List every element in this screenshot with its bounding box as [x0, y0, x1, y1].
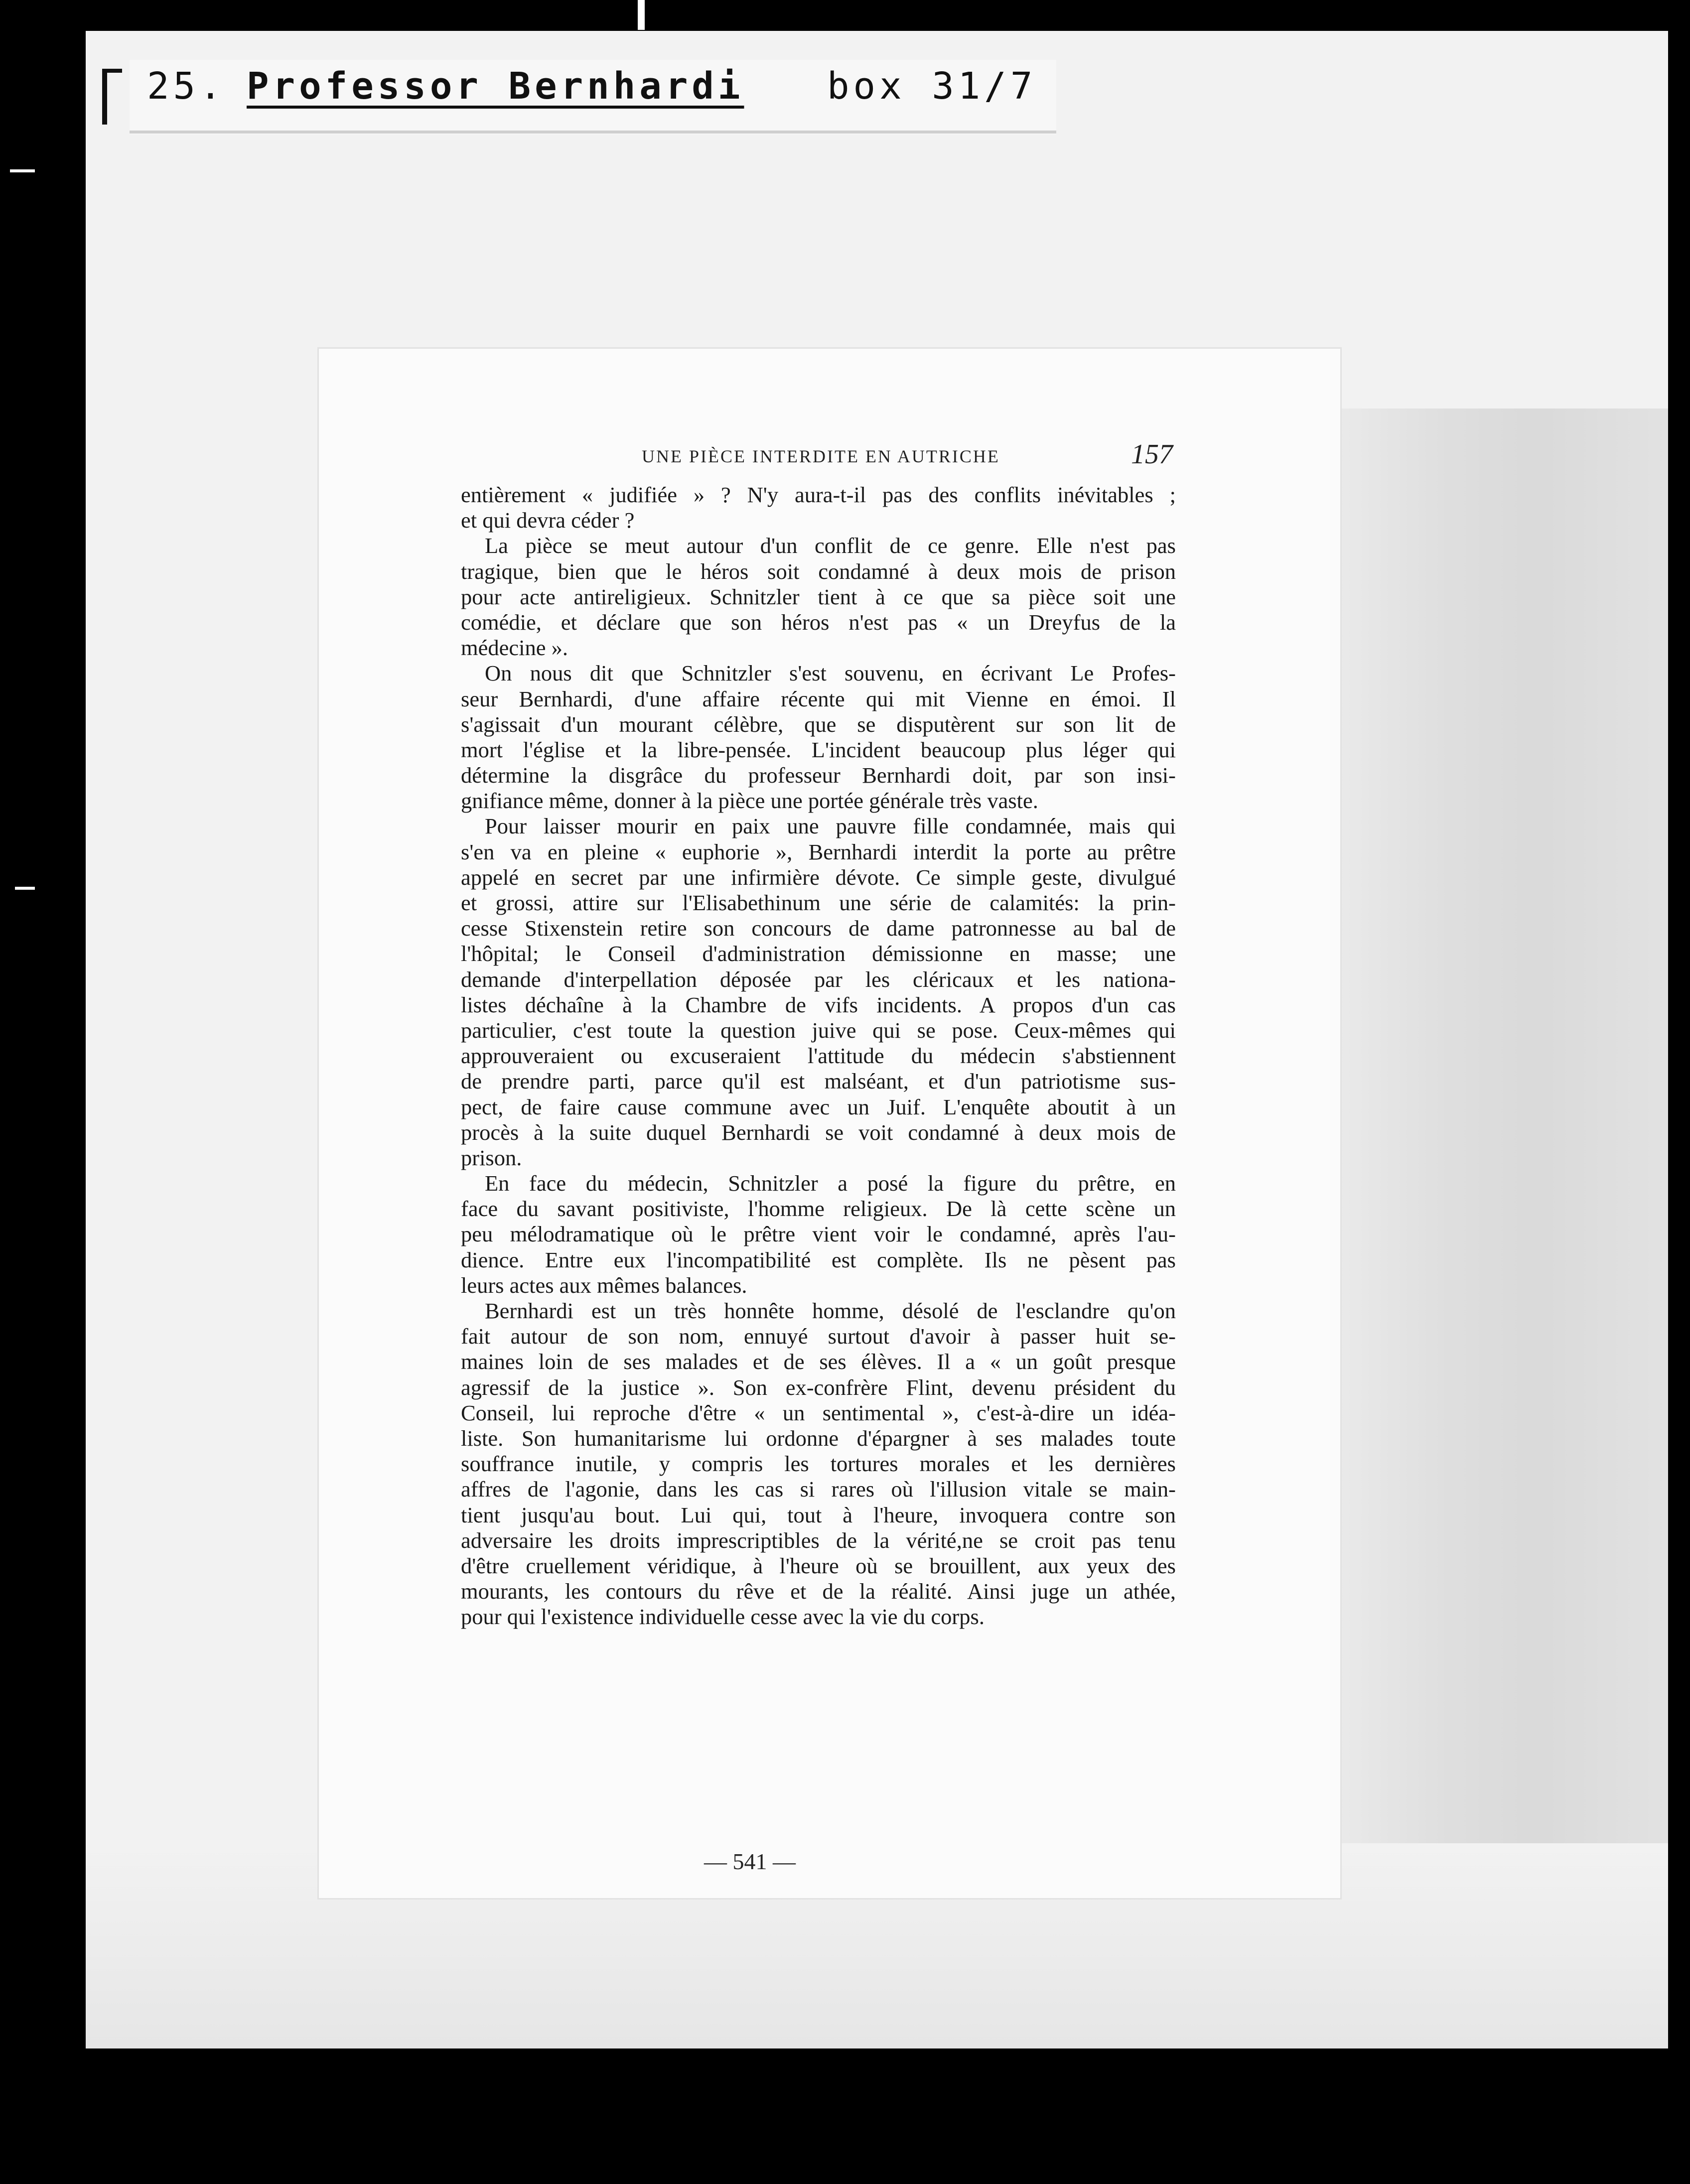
text-line: procès à la suite duquel Bernhardi se voit condamné à deux mois de [461, 1119, 1176, 1145]
folder-label-rule [130, 131, 1056, 134]
text-line: cesse Stixenstein retire son concours de dame patronnesse au bal de [461, 916, 1176, 941]
folder-title: Professor Bernhardi [247, 65, 744, 108]
text-line: agressif de la justice ». Son ex-confrère Flint, devenu président du [461, 1374, 1176, 1400]
running-head: UNE PIÈCE INTERDITE EN AUTRICHE [642, 446, 1000, 466]
text-line: mourants, les contours du rêve et de la réalité. Ainsi juge un athée, [461, 1579, 1176, 1604]
scan-border-right [1668, 0, 1690, 2184]
scan-artifact [638, 0, 645, 30]
scan-artifact [15, 887, 35, 890]
text-line: maines loin de ses malades et de ses élèves. Il a « un goût presque [461, 1349, 1176, 1374]
text-line: affres de l'agonie, dans les cas si rares où l'illusion vitale se main- [461, 1477, 1176, 1502]
text-line: face du savant positiviste, l'homme religieux. De là cette scène un [461, 1196, 1176, 1222]
text-line: l'hôpital; le Conseil d'administration démissionne en masse; une [461, 941, 1176, 966]
text-line: Bernhardi est un très honnête homme, désolé de l'esclandre qu'on [485, 1298, 1176, 1323]
text-line: En face du médecin, Schnitzler a posé la figure du prêtre, en [485, 1171, 1176, 1196]
text-line: d'être cruellement véridique, à l'heure où se brouillent, aux yeux des [461, 1553, 1176, 1578]
text-line: s'agissait d'un mourant célèbre, que se disputèrent sur son lit de [461, 711, 1176, 737]
text-line: tragique, bien que le héros soit condamné à deux mois de prison [461, 558, 1176, 584]
text-line: particulier, c'est toute la question juive qui se pose. Ceux-mêmes qui [461, 1017, 1176, 1043]
bracket-mark-top [102, 69, 122, 73]
text-line: approuveraient ou excuseraient l'attitude du médecin s'abstiennent [461, 1043, 1176, 1069]
scan-border-left [0, 0, 86, 2184]
text-line: souffrance inutile, y compris les tortures morales et les dernières [461, 1451, 1176, 1477]
text-line: demande d'interpellation déposée par les cléricaux et les nationa- [461, 966, 1176, 992]
folder-box: box 31/7 [827, 65, 1037, 108]
text-line: tient jusqu'au bout. Lui qui, tout à l'heure, invoquera contre son [461, 1502, 1176, 1527]
text-line: Pour laisser mourir en paix une pauvre fille condamnée, mais qui [485, 814, 1176, 839]
page-number: — 541 — [704, 1849, 796, 1874]
text-line: de prendre parti, parce qu'il est malséant, et d'un patriotisme sus- [461, 1069, 1176, 1094]
text-line: et grossi, attire sur l'Elisabethinum une série de calamités: la prin- [461, 890, 1176, 915]
article-body [461, 482, 1176, 1630]
text-line: comédie, et déclare que son héros n'est pas « un Dreyfus de la [461, 609, 1176, 635]
text-line: pour qui l'existence individuelle cesse avec la vie du corps. [461, 1604, 985, 1630]
text-line: La pièce se meut autour d'un conflit de ce genre. Elle n'est pas [485, 533, 1176, 558]
text-line: peu mélodramatique où le prêtre vient voir le condamné, après l'au- [461, 1222, 1176, 1247]
text-line: pect, de faire cause commune avec un Juif. L'enquête aboutit à un [461, 1094, 1176, 1119]
text-line: seur Bernhardi, d'une affaire récente qui mit Vienne en émoi. Il [461, 686, 1176, 711]
text-line: et qui devra céder ? [461, 508, 635, 533]
text-line: adversaire les droits imprescriptibles de la vérité,ne se croit pas tenu [461, 1527, 1176, 1553]
text-line: prison. [461, 1145, 522, 1170]
scan-artifact [10, 169, 35, 172]
folder-number: 25. [147, 65, 226, 108]
text-line: Conseil, lui reproche d'être « un sentimental », c'est-à-dire un idéa- [461, 1400, 1176, 1425]
text-line: gnifiance même, donner à la pièce une portée générale très vaste. [461, 788, 1038, 814]
text-line: détermine la disgrâce du professeur Bernhardi doit, par son insi- [461, 763, 1176, 788]
text-line: dience. Entre eux l'incompatibilité est complète. Ils ne pèsent pas [461, 1247, 1176, 1272]
mount-shading [1320, 409, 1680, 1903]
text-line: entièrement « judifiée » ? N'y aura-t-il pas des conflits inévitables ; [461, 482, 1176, 507]
bracket-mark [102, 69, 107, 125]
text-line: On nous dit que Schnitzler s'est souvenu, en écrivant Le Profes- [485, 661, 1176, 686]
text-line: pour acte antireligieux. Schnitzler tient à ce que sa pièce soit une [461, 584, 1176, 609]
text-line: médecine ». [461, 635, 568, 661]
text-line: fait autour de son nom, ennuyé surtout d'avoir à passer huit se- [461, 1324, 1176, 1349]
folio: 157 [1131, 439, 1173, 470]
text-line: liste. Son humanitarisme lui ordonne d'épargner à ses malades toute [461, 1425, 1176, 1451]
scan-border-bottom [0, 2048, 1690, 2184]
text-line: listes déchaîne à la Chambre de vifs incidents. A propos d'un cas [461, 992, 1176, 1017]
text-line: s'en va en pleine « euphorie », Bernhardi interdit la porte au prêtre [461, 839, 1176, 864]
clipped-page [319, 349, 1340, 1898]
text-line: mort l'église et la libre-pensée. L'incident beaucoup plus léger qui [461, 737, 1176, 762]
text-line: leurs actes aux mêmes balances. [461, 1272, 747, 1298]
text-line: appelé en secret par une infirmière dévote. Ce simple geste, divulgué [461, 864, 1176, 890]
